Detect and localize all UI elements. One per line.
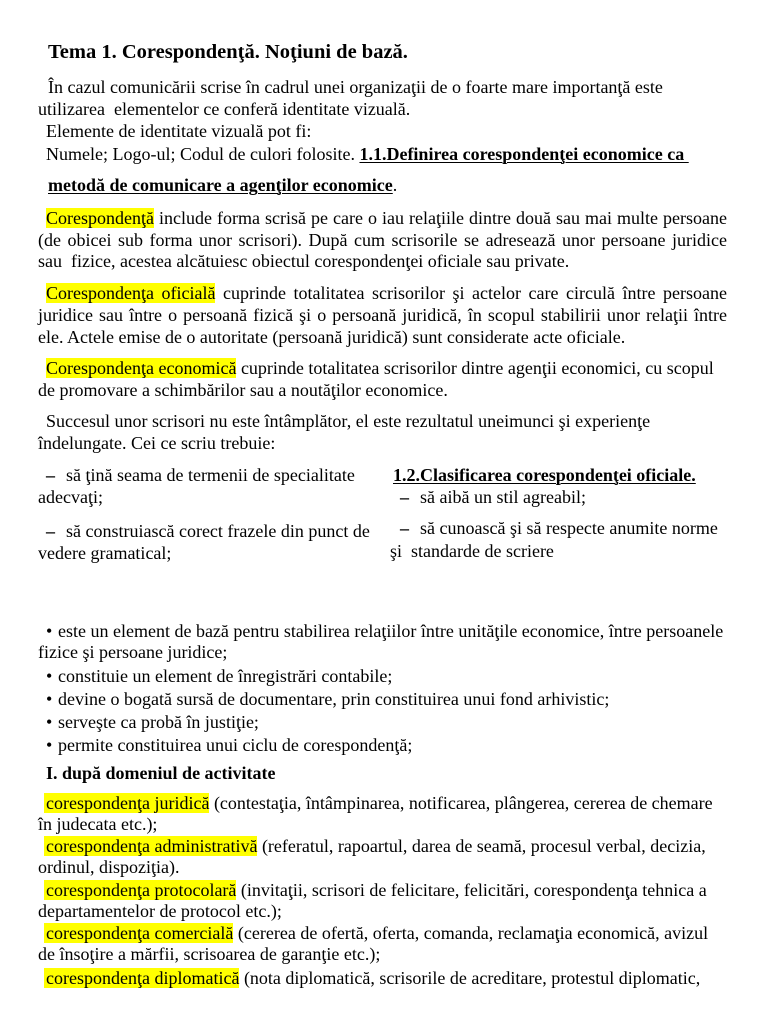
requirement-item (400, 517, 718, 539)
role-bullet-item (46, 688, 609, 710)
dash-marker: – (400, 487, 409, 507)
bullet-marker: • (46, 689, 53, 709)
document-title: Tema 1. Corespondenţă. Noţiuni de bază. (48, 41, 408, 63)
intro-line: utilizarea elementelor ce conferă identitate vizuală. (38, 99, 411, 119)
type-term-highlight: corespondenţa comercială (46, 923, 234, 943)
role-bullet-item (46, 665, 392, 687)
section-heading-1-1-line (48, 174, 397, 196)
definition-text: cuprinde totalitatea scrisorilor dintre agenţii economici, cu scopul (236, 358, 714, 378)
type-examples-continued: departamentelor de protocol etc.); (38, 901, 282, 921)
dash-marker: – (400, 518, 409, 538)
dash-marker: – (46, 521, 55, 541)
requirement-text-continued: şi standarde de scriere (390, 541, 554, 561)
classification-heading: I. după domeniul de activitate (46, 763, 276, 783)
role-text: permite constituirea unui ciclu de corespondenţă; (58, 735, 413, 755)
type-examples-text: (cererea de ofertă, oferta, comanda, reclamaţia economică, avizul (233, 923, 709, 943)
dash-marker: – (46, 465, 55, 485)
type-term-highlight: corespondenţa administrativă (46, 836, 258, 856)
requirement-text-continued: adecvaţi; (38, 487, 103, 507)
visual-identity-elements: Numele; Logo-ul; Codul de culori folosite. (46, 144, 360, 164)
type-examples-continued: în judecata etc.); (38, 814, 158, 834)
definition-text: cuprinde totalitatea scrisorilor şi actelor care circulă între persoane (215, 283, 727, 303)
classification-type-line (44, 967, 700, 989)
definition-line (46, 357, 714, 379)
definition-text: include forma scrisă pe care o iau relaţiile dintre două sau mai multe persoane (153, 208, 727, 228)
role-text: constituie un element de înregistrări contabile; (58, 666, 393, 686)
definition-term-highlight: Corespondenţă (46, 208, 154, 228)
section-heading-1-1: 1.1.Definirea corespondenţei economice ca (359, 144, 689, 164)
writers-intro-line: îndelungate. Cei ce scriu trebuie: (38, 433, 276, 453)
definition-line: de promovare a schimbărilor sau a noutăţilor economice. (38, 380, 448, 400)
type-examples-text: (nota diplomatică, scrisorile de acreditare, protestul diplomatic, (239, 968, 701, 988)
definition-line: sau fizice, acestea alcătuiesc obiectul corespondenţei oficiale sau private. (38, 251, 570, 271)
requirement-text-continued: vedere gramatical; (38, 543, 172, 563)
role-bullet-item (46, 734, 412, 756)
definition-line: (de obicei sub forma unor scrisori). După cum scrisorile se adresează unor persoane juridice (38, 230, 727, 250)
definition-term-highlight: Corespondenţa economică (46, 358, 237, 378)
section-heading-1-1-continued: metodă de comunicare a agenţilor economice (48, 175, 393, 195)
requirement-item (46, 520, 370, 542)
classification-type-line (44, 835, 706, 857)
section-heading-1-2: 1.2.Clasificarea corespondenţei oficiale. (393, 465, 696, 485)
intro-line: În cazul comunicării scrise în cadrul unei organizaţii de o foarte mare importanţă este (48, 77, 663, 97)
requirement-item (46, 464, 355, 486)
writers-intro-line: Succesul unor scrisori nu este întâmplător, el este rezultatul uneimunci şi experienţe (46, 411, 651, 431)
classification-type-line (44, 792, 713, 814)
definition-line: juridice sau între o persoană fizică şi o persoană juridică, în scopul stabilirii unor relaţii între (38, 305, 727, 325)
type-examples-text: (contestaţia, întâmpinarea, notificarea, plângerea, cererea de chemare (209, 793, 713, 813)
role-text: serveşte ca probă în justiţie; (58, 712, 259, 732)
type-examples-text: (invitaţii, scrisori de felicitare, felicitări, corespondenţa tehnica a (236, 880, 707, 900)
bullet-marker: • (46, 712, 53, 732)
intro-line (46, 143, 689, 165)
requirement-text: să construiască corect frazele din punct de (66, 521, 370, 541)
role-bullet-item (46, 620, 723, 642)
role-text: este un element de bază pentru stabilirea relaţiilor între unităţile economice, între persoanele (58, 621, 724, 641)
bullet-marker: • (46, 621, 53, 641)
definition-line: ele. Actele emise de o autoritate (persoană juridică) sunt considerate acte oficiale. (38, 327, 626, 347)
bullet-marker: • (46, 735, 53, 755)
type-term-highlight: corespondenţa diplomatică (46, 968, 240, 988)
requirement-text: să aibă un stil agreabil; (420, 487, 586, 507)
definition-line (46, 282, 727, 304)
requirement-item (400, 486, 586, 508)
role-text-continued: fizice şi persoane juridice; (38, 642, 228, 662)
type-examples-continued: ordinul, dispoziţia). (38, 857, 180, 877)
type-examples-text: (referatul, rapoartul, darea de seamă, procesul verbal, decizia, (257, 836, 706, 856)
bullet-marker: • (46, 666, 53, 686)
heading-period: . (392, 175, 398, 195)
requirement-text: să ţină seama de termenii de specialitate (66, 465, 355, 485)
role-text: devine o bogată sursă de documentare, prin constituirea unui fond arhivistic; (58, 689, 610, 709)
type-term-highlight: corespondenţa juridică (46, 793, 210, 813)
classification-type-line (44, 879, 707, 901)
definition-term-highlight: Corespondenţa oficială (46, 283, 216, 303)
requirement-text: să cunoască şi să respecte anumite norme (420, 518, 718, 538)
classification-type-line (44, 922, 708, 944)
type-examples-continued: de însoţire a mărfii, scrisoarea de garanţie etc.); (38, 944, 381, 964)
type-term-highlight: corespondenţa protocolară (46, 880, 237, 900)
role-bullet-item (46, 711, 259, 733)
definition-line (46, 207, 727, 229)
intro-line: Elemente de identitate vizuală pot fi: (46, 121, 312, 141)
